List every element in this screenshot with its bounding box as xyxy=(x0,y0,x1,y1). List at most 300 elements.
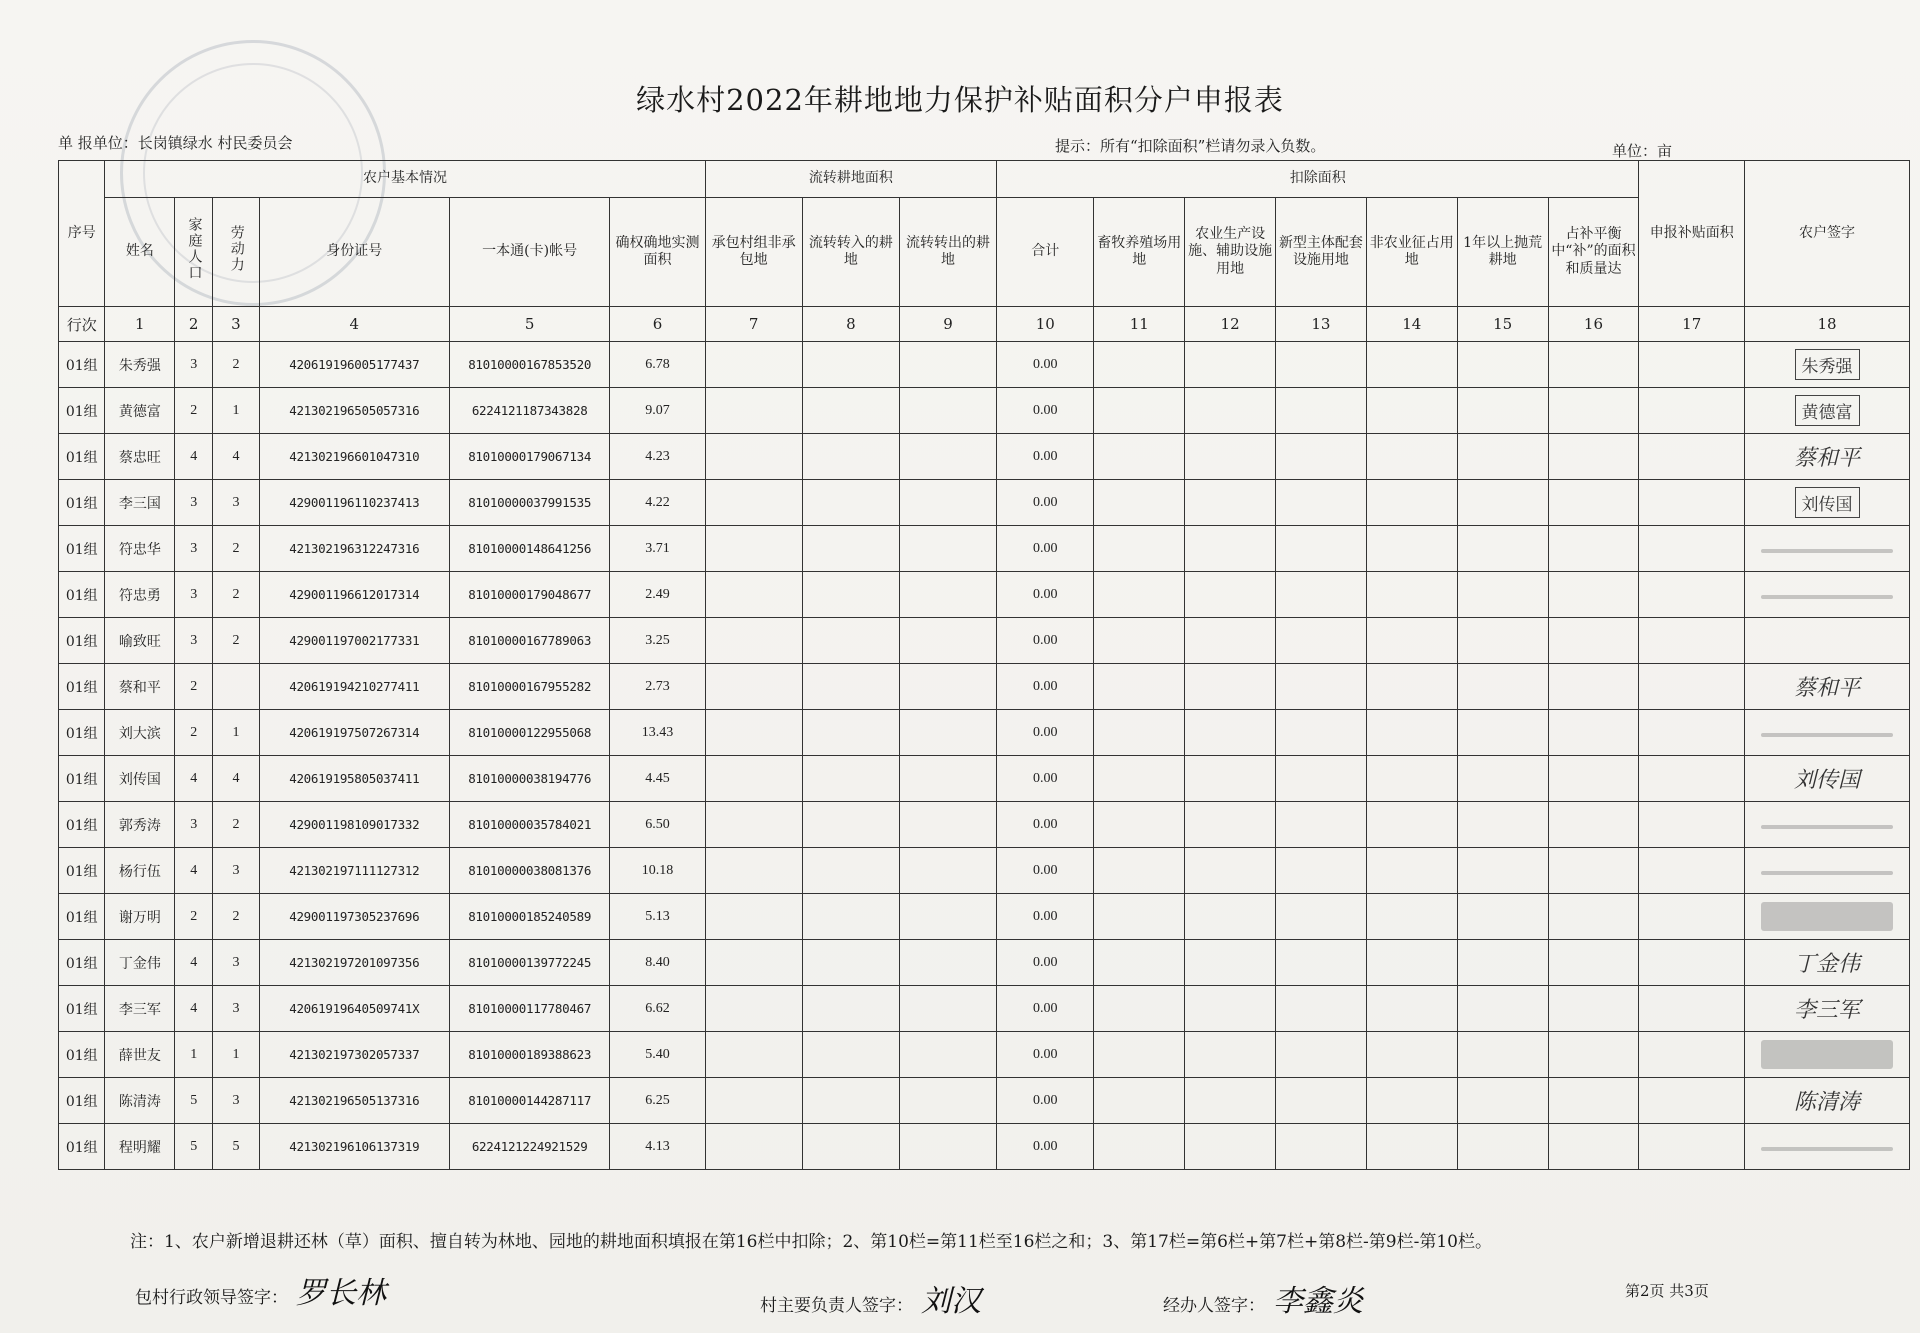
area-cell: 6.62 xyxy=(610,986,705,1032)
group-cell: 01组 xyxy=(59,1078,105,1124)
total-cell: 0.00 xyxy=(997,480,1094,526)
col15-cell xyxy=(1457,618,1548,664)
col14-cell xyxy=(1366,894,1457,940)
group-cell: 01组 xyxy=(59,894,105,940)
family-cell: 4 xyxy=(175,940,213,986)
col11-cell xyxy=(1094,572,1185,618)
total-cell: 0.00 xyxy=(997,802,1094,848)
col8-cell xyxy=(802,894,899,940)
col14-cell xyxy=(1366,526,1457,572)
col9-cell xyxy=(899,664,996,710)
col15-cell xyxy=(1457,940,1548,986)
family-cell: 3 xyxy=(175,802,213,848)
col15-cell xyxy=(1457,1032,1548,1078)
name-cell: 黄德富 xyxy=(105,388,175,434)
col12-cell xyxy=(1185,388,1276,434)
col16-cell xyxy=(1548,894,1639,940)
col9-cell xyxy=(899,572,996,618)
name-cell: 蔡和平 xyxy=(105,664,175,710)
col16-cell xyxy=(1548,480,1639,526)
family-cell: 5 xyxy=(175,1078,213,1124)
col11-cell xyxy=(1094,1078,1185,1124)
family-cell: 1 xyxy=(175,1032,213,1078)
area-cell: 4.22 xyxy=(610,480,705,526)
farmer-signature: 刘传国 xyxy=(1795,487,1860,518)
id-number-cell: 42061919640509741X xyxy=(259,986,449,1032)
total-cell: 0.00 xyxy=(997,940,1094,986)
col13-cell xyxy=(1276,664,1367,710)
signature-cell xyxy=(1745,664,1910,710)
col15-cell xyxy=(1457,894,1548,940)
col11-cell xyxy=(1094,986,1185,1032)
col17-cell xyxy=(1639,710,1745,756)
col8-cell xyxy=(802,664,899,710)
farmer-signature xyxy=(1821,641,1833,645)
labor-cell: 5 xyxy=(213,1124,259,1170)
header-seq: 序号 xyxy=(59,161,105,307)
col14-cell xyxy=(1366,986,1457,1032)
col12-cell xyxy=(1185,526,1276,572)
farmer-signature: 朱秀强 xyxy=(1795,349,1860,380)
col7-cell xyxy=(705,480,802,526)
col12-cell xyxy=(1185,848,1276,894)
col16-cell xyxy=(1548,710,1639,756)
index-cell: 8 xyxy=(802,307,899,342)
header-name: 姓名 xyxy=(105,198,175,307)
account-cell: 81010000122955068 xyxy=(449,710,610,756)
header-col12: 农业生产设施、辅助设施用地 xyxy=(1185,198,1276,307)
id-number-cell: 420619194210277411 xyxy=(259,664,449,710)
total-cell: 0.00 xyxy=(997,526,1094,572)
col8-cell xyxy=(802,802,899,848)
index-cell: 1 xyxy=(105,307,175,342)
id-number-cell: 421302196505137316 xyxy=(259,1078,449,1124)
total-cell: 0.00 xyxy=(997,756,1094,802)
area-cell: 10.18 xyxy=(610,848,705,894)
id-number-cell: 429001196110237413 xyxy=(259,480,449,526)
leader-signature-handwriting: 罗长林 xyxy=(296,1276,386,1311)
name-cell: 程明耀 xyxy=(105,1124,175,1170)
col14-cell xyxy=(1366,1032,1457,1078)
col9-cell xyxy=(899,1124,996,1170)
col14-cell xyxy=(1366,756,1457,802)
col14-cell xyxy=(1366,1078,1457,1124)
col15-cell xyxy=(1457,572,1548,618)
signature-cell xyxy=(1745,434,1910,480)
col17-cell xyxy=(1639,1078,1745,1124)
farmer-signature xyxy=(1761,1040,1893,1069)
header-col15: 1年以上抛荒耕地 xyxy=(1457,198,1548,307)
col14-cell xyxy=(1366,618,1457,664)
group-cell: 01组 xyxy=(59,434,105,480)
farmer-signature: 蔡和平 xyxy=(1794,676,1861,701)
index-cell: 6 xyxy=(610,307,705,342)
col13-cell xyxy=(1276,1124,1367,1170)
id-number-cell: 421302196505057316 xyxy=(259,388,449,434)
name-cell: 刘大滨 xyxy=(105,710,175,756)
signature-cell xyxy=(1745,848,1910,894)
header-family: 家庭人口 xyxy=(175,198,213,307)
col14-cell xyxy=(1366,710,1457,756)
total-cell: 0.00 xyxy=(997,1032,1094,1078)
col17-cell xyxy=(1639,894,1745,940)
col7-cell xyxy=(705,664,802,710)
signature-cell xyxy=(1745,1032,1910,1078)
col13-cell xyxy=(1276,1032,1367,1078)
col16-cell xyxy=(1548,342,1639,388)
area-cell: 3.25 xyxy=(610,618,705,664)
col17-cell xyxy=(1639,388,1745,434)
area-cell: 4.13 xyxy=(610,1124,705,1170)
name-cell: 杨行伍 xyxy=(105,848,175,894)
name-cell: 薛世友 xyxy=(105,1032,175,1078)
col11-cell xyxy=(1094,756,1185,802)
family-cell: 4 xyxy=(175,756,213,802)
table-row xyxy=(59,710,1910,756)
signature-cell xyxy=(1745,388,1910,434)
index-cell: 18 xyxy=(1745,307,1910,342)
index-cell: 12 xyxy=(1185,307,1276,342)
table-row xyxy=(59,848,1910,894)
labor-cell: 3 xyxy=(213,848,259,894)
farmer-signature xyxy=(1761,595,1893,599)
family-cell: 4 xyxy=(175,434,213,480)
account-cell: 81010000038081376 xyxy=(449,848,610,894)
col7-cell xyxy=(705,572,802,618)
name-cell: 陈清涛 xyxy=(105,1078,175,1124)
col14-cell xyxy=(1366,1124,1457,1170)
col14-cell xyxy=(1366,802,1457,848)
col16-cell xyxy=(1548,986,1639,1032)
col7-cell xyxy=(705,710,802,756)
column-index-row xyxy=(59,307,1910,342)
col12-cell xyxy=(1185,1078,1276,1124)
col9-cell xyxy=(899,710,996,756)
col15-cell xyxy=(1457,664,1548,710)
col7-cell xyxy=(705,526,802,572)
footnote: 注：1、农户新增退耕还林（草）面积、擅自转为林地、园地的耕地面积填报在第16栏中扣除；2、第10栏=第11栏至16栏之和；3、第17栏=第6栏+第7栏+第8栏-第9栏-第10栏。 xyxy=(130,1232,1492,1252)
name-cell: 谢万明 xyxy=(105,894,175,940)
header-farmer-sign: 农户签字 xyxy=(1745,161,1910,307)
table-row xyxy=(59,940,1910,986)
col12-cell xyxy=(1185,434,1276,480)
header-account: 一本通(卡)帐号 xyxy=(449,198,610,307)
col7-cell xyxy=(705,388,802,434)
col11-cell xyxy=(1094,618,1185,664)
col16-cell xyxy=(1548,802,1639,848)
group-cell: 01组 xyxy=(59,1032,105,1078)
signature-cell xyxy=(1745,480,1910,526)
group-cell: 01组 xyxy=(59,986,105,1032)
header-col16: 占补平衡中“补”的面积和质量达 xyxy=(1548,198,1639,307)
col13-cell xyxy=(1276,756,1367,802)
area-cell: 3.71 xyxy=(610,526,705,572)
col15-cell xyxy=(1457,434,1548,480)
col15-cell xyxy=(1457,848,1548,894)
col11-cell xyxy=(1094,342,1185,388)
header-col8: 流转转入的耕地 xyxy=(802,198,899,307)
farmer-signature: 刘传国 xyxy=(1794,768,1861,793)
name-cell: 李三国 xyxy=(105,480,175,526)
col9-cell xyxy=(899,1078,996,1124)
col12-cell xyxy=(1185,1032,1276,1078)
farmer-signature xyxy=(1761,825,1893,829)
group-cell: 01组 xyxy=(59,940,105,986)
col8-cell xyxy=(802,710,899,756)
area-cell: 5.13 xyxy=(610,894,705,940)
account-cell: 6224121224921529 xyxy=(449,1124,610,1170)
col8-cell xyxy=(802,526,899,572)
labor-cell: 2 xyxy=(213,572,259,618)
account-cell: 81010000037991535 xyxy=(449,480,610,526)
col9-cell xyxy=(899,618,996,664)
signature-cell xyxy=(1745,342,1910,388)
account-cell: 81010000144287117 xyxy=(449,1078,610,1124)
declaration-table xyxy=(58,160,1910,1170)
col17-cell xyxy=(1639,1032,1745,1078)
index-cell: 5 xyxy=(449,307,610,342)
col15-cell xyxy=(1457,986,1548,1032)
total-cell: 0.00 xyxy=(997,342,1094,388)
account-cell: 81010000148641256 xyxy=(449,526,610,572)
farmer-signature: 蔡和平 xyxy=(1794,446,1861,471)
col7-cell xyxy=(705,756,802,802)
total-cell: 0.00 xyxy=(997,986,1094,1032)
group-cell: 01组 xyxy=(59,710,105,756)
family-cell: 3 xyxy=(175,572,213,618)
col16-cell xyxy=(1548,1078,1639,1124)
family-cell: 2 xyxy=(175,710,213,756)
group-cell: 01组 xyxy=(59,618,105,664)
col7-cell xyxy=(705,986,802,1032)
name-cell: 符忠华 xyxy=(105,526,175,572)
table-row xyxy=(59,572,1910,618)
head-signature: 村主要负责人签字： 刘汉 xyxy=(760,1284,981,1319)
index-cell: 2 xyxy=(175,307,213,342)
area-cell: 2.73 xyxy=(610,664,705,710)
total-cell: 0.00 xyxy=(997,434,1094,480)
col16-cell xyxy=(1548,1032,1639,1078)
account-cell: 81010000167955282 xyxy=(449,664,610,710)
area-cell: 2.49 xyxy=(610,572,705,618)
farmer-signature xyxy=(1761,871,1893,875)
col16-cell xyxy=(1548,388,1639,434)
group-cell: 01组 xyxy=(59,480,105,526)
col7-cell xyxy=(705,1032,802,1078)
id-number-cell: 429001198109017332 xyxy=(259,802,449,848)
group-cell: 01组 xyxy=(59,848,105,894)
account-cell: 81010000139772245 xyxy=(449,940,610,986)
group-cell: 01组 xyxy=(59,572,105,618)
group-cell: 01组 xyxy=(59,664,105,710)
signature-cell xyxy=(1745,572,1910,618)
col11-cell xyxy=(1094,802,1185,848)
col11-cell xyxy=(1094,848,1185,894)
col7-cell xyxy=(705,1124,802,1170)
group-cell: 01组 xyxy=(59,342,105,388)
area-cell: 8.40 xyxy=(610,940,705,986)
account-cell: 81010000179048677 xyxy=(449,572,610,618)
farmer-signature xyxy=(1761,549,1893,553)
account-cell: 81010000189388623 xyxy=(449,1032,610,1078)
col13-cell xyxy=(1276,480,1367,526)
col15-cell xyxy=(1457,480,1548,526)
account-cell: 81010000167853520 xyxy=(449,342,610,388)
name-cell: 刘传国 xyxy=(105,756,175,802)
col17-cell xyxy=(1639,664,1745,710)
table-row xyxy=(59,526,1910,572)
col9-cell xyxy=(899,986,996,1032)
farmer-signature: 陈清涛 xyxy=(1794,1090,1861,1115)
labor-cell: 3 xyxy=(213,940,259,986)
col16-cell xyxy=(1548,618,1639,664)
family-cell: 2 xyxy=(175,664,213,710)
col11-cell xyxy=(1094,388,1185,434)
col11-cell xyxy=(1094,434,1185,480)
index-cell: 15 xyxy=(1457,307,1548,342)
id-number-cell: 421302196106137319 xyxy=(259,1124,449,1170)
total-cell: 0.00 xyxy=(997,848,1094,894)
col8-cell xyxy=(802,848,899,894)
total-cell: 0.00 xyxy=(997,618,1094,664)
id-number-cell: 420619196005177437 xyxy=(259,342,449,388)
col8-cell xyxy=(802,1078,899,1124)
col12-cell xyxy=(1185,756,1276,802)
account-cell: 81010000167789063 xyxy=(449,618,610,664)
signature-cell xyxy=(1745,986,1910,1032)
col8-cell xyxy=(802,986,899,1032)
col13-cell xyxy=(1276,1078,1367,1124)
header-col13: 新型主体配套设施用地 xyxy=(1276,198,1367,307)
col7-cell xyxy=(705,894,802,940)
group-cell: 01组 xyxy=(59,388,105,434)
labor-cell: 2 xyxy=(213,342,259,388)
col9-cell xyxy=(899,388,996,434)
table-row xyxy=(59,1032,1910,1078)
area-cell: 4.45 xyxy=(610,756,705,802)
col8-cell xyxy=(802,342,899,388)
id-number-cell: 421302196312247316 xyxy=(259,526,449,572)
id-number-cell: 421302197201097356 xyxy=(259,940,449,986)
total-cell: 0.00 xyxy=(997,1124,1094,1170)
col13-cell xyxy=(1276,710,1367,756)
leader-signature: 包村行政领导签字： 罗长林 xyxy=(135,1276,386,1311)
col13-cell xyxy=(1276,618,1367,664)
area-cell: 6.25 xyxy=(610,1078,705,1124)
col17-cell xyxy=(1639,848,1745,894)
col16-cell xyxy=(1548,434,1639,480)
head-signature-handwriting: 刘汉 xyxy=(921,1284,981,1319)
page-number: 第2页 共3页 xyxy=(1625,1282,1709,1300)
header-col14: 非农业征占用地 xyxy=(1366,198,1457,307)
header-col9: 流转转出的耕地 xyxy=(899,198,996,307)
col13-cell xyxy=(1276,572,1367,618)
col8-cell xyxy=(802,1032,899,1078)
index-cell: 14 xyxy=(1366,307,1457,342)
col11-cell xyxy=(1094,1032,1185,1078)
col11-cell xyxy=(1094,1124,1185,1170)
col13-cell xyxy=(1276,894,1367,940)
farmer-signature xyxy=(1761,1147,1893,1151)
name-cell: 喻致旺 xyxy=(105,618,175,664)
col7-cell xyxy=(705,1078,802,1124)
family-cell: 3 xyxy=(175,342,213,388)
col8-cell xyxy=(802,434,899,480)
group-cell: 01组 xyxy=(59,526,105,572)
labor-cell: 4 xyxy=(213,756,259,802)
table-row xyxy=(59,664,1910,710)
col11-cell xyxy=(1094,940,1185,986)
col16-cell xyxy=(1548,848,1639,894)
table-row xyxy=(59,894,1910,940)
total-cell: 0.00 xyxy=(997,710,1094,756)
table-row xyxy=(59,434,1910,480)
signature-cell xyxy=(1745,756,1910,802)
col13-cell xyxy=(1276,526,1367,572)
hint-text: 提示：所有“扣除面积”栏请勿录入负数。 xyxy=(1055,137,1326,155)
col13-cell xyxy=(1276,802,1367,848)
area-cell: 13.43 xyxy=(610,710,705,756)
handler-signature: 经办人签字： 李鑫炎 xyxy=(1163,1284,1363,1319)
col15-cell xyxy=(1457,756,1548,802)
labor-cell: 1 xyxy=(213,710,259,756)
name-cell: 李三军 xyxy=(105,986,175,1032)
labor-cell: 3 xyxy=(213,480,259,526)
area-cell: 4.23 xyxy=(610,434,705,480)
signature-cell xyxy=(1745,894,1910,940)
index-cell: 9 xyxy=(899,307,996,342)
total-cell: 0.00 xyxy=(997,1078,1094,1124)
col17-cell xyxy=(1639,572,1745,618)
signature-cell xyxy=(1745,526,1910,572)
account-cell: 81010000117780467 xyxy=(449,986,610,1032)
area-cell: 6.78 xyxy=(610,342,705,388)
col15-cell xyxy=(1457,342,1548,388)
farmer-signature: 李三军 xyxy=(1794,998,1861,1023)
col14-cell xyxy=(1366,848,1457,894)
reporting-unit: 单 报单位：长岗镇绿水 村民委员会 xyxy=(58,134,293,152)
account-cell: 81010000185240589 xyxy=(449,894,610,940)
total-cell: 0.00 xyxy=(997,664,1094,710)
family-cell: 2 xyxy=(175,388,213,434)
index-cell: 10 xyxy=(997,307,1094,342)
col15-cell xyxy=(1457,710,1548,756)
area-cell: 6.50 xyxy=(610,802,705,848)
farmer-signature: 丁金伟 xyxy=(1794,952,1861,977)
col7-cell xyxy=(705,434,802,480)
col13-cell xyxy=(1276,434,1367,480)
name-cell: 郭秀涛 xyxy=(105,802,175,848)
table-row xyxy=(59,756,1910,802)
labor-cell: 2 xyxy=(213,526,259,572)
labor-cell: 1 xyxy=(213,1032,259,1078)
labor-cell: 2 xyxy=(213,894,259,940)
table-row xyxy=(59,480,1910,526)
index-cell: 3 xyxy=(213,307,259,342)
col12-cell xyxy=(1185,618,1276,664)
col14-cell xyxy=(1366,434,1457,480)
col9-cell xyxy=(899,1032,996,1078)
index-cell: 7 xyxy=(705,307,802,342)
col9-cell xyxy=(899,802,996,848)
group-cell: 01组 xyxy=(59,1124,105,1170)
table-body xyxy=(59,342,1910,1170)
header-id-number: 身份证号 xyxy=(259,198,449,307)
col14-cell xyxy=(1366,572,1457,618)
signature-cell xyxy=(1745,1124,1910,1170)
header-col10: 合计 xyxy=(997,198,1094,307)
table-row xyxy=(59,1124,1910,1170)
